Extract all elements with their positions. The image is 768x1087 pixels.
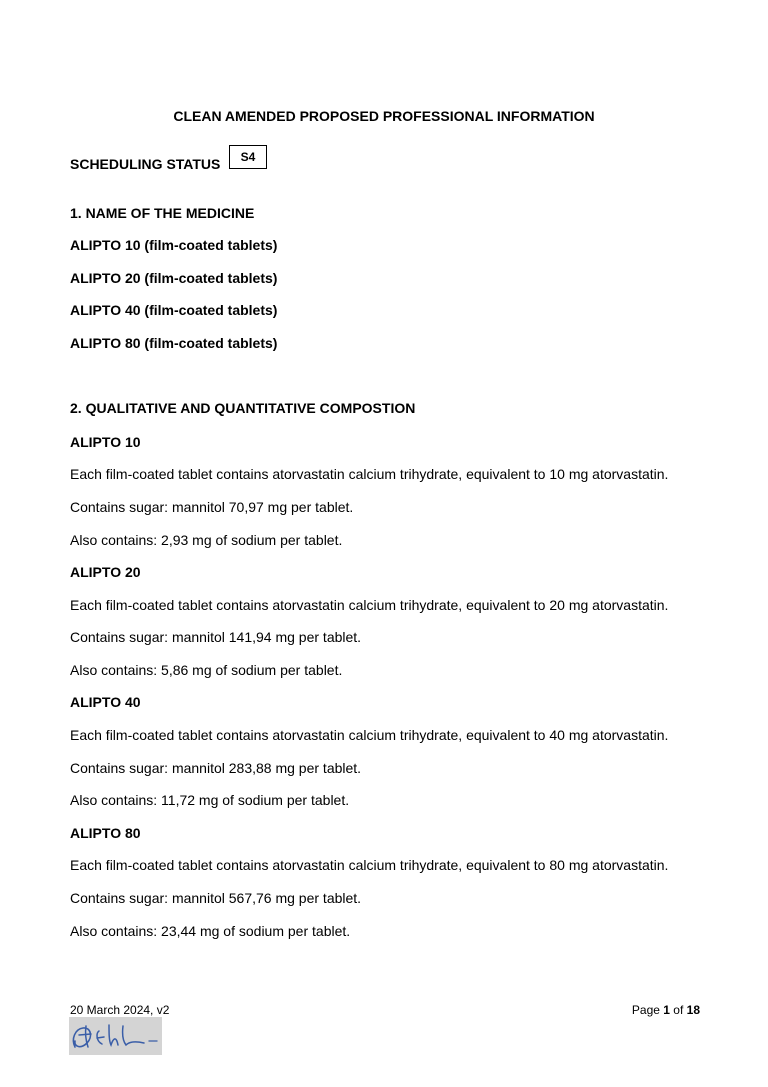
medicine-name-item: ALIPTO 80 (film-coated tablets) [70,335,278,351]
product-heading: ALIPTO 20 [70,564,141,580]
page-mid: of [669,1003,687,1017]
page-total: 18 [686,1003,700,1017]
footer-date-version: 20 March 2024, v2 [70,1003,170,1017]
scheduling-status-label: SCHEDULING STATUS [70,156,221,172]
sodium-text: Also contains: 11,72 mg of sodium per tablet. [70,792,350,808]
page-prefix: Page [631,1003,664,1017]
medicine-name-item: ALIPTO 20 (film-coated tablets) [70,270,278,286]
medicine-name-item: ALIPTO 10 (film-coated tablets) [70,237,278,253]
composition-text: Each film-coated tablet contains atorvastatin calcium trihydrate, equivalent to 80 mg atorvastatin. [70,857,669,873]
signature-scribble [69,1017,162,1055]
section-1-heading: 1. NAME OF THE MEDICINE [70,205,255,221]
sodium-text: Also contains: 23,44 mg of sodium per tablet. [70,923,351,939]
footer-page-number [632,1003,700,1017]
product-heading: ALIPTO 80 [70,825,141,841]
product-heading: ALIPTO 40 [70,694,141,710]
page-current: 1 [663,1003,670,1017]
composition-text: Each film-coated tablet contains atorvastatin calcium trihydrate, equivalent to 20 mg atorvastatin. [70,597,669,613]
composition-text: Each film-coated tablet contains atorvastatin calcium trihydrate, equivalent to 40 mg atorvastatin. [70,727,669,743]
signature-image [69,1017,162,1055]
sodium-text: Also contains: 5,86 mg of sodium per tablet. [70,662,343,678]
composition-text: Each film-coated tablet contains atorvastatin calcium trihydrate, equivalent to 10 mg atorvastatin. [70,466,669,482]
sugar-text: Contains sugar: mannitol 567,76 mg per tablet. [70,890,362,906]
scheduling-status-badge: S4 [229,145,267,169]
section-2-heading: 2. QUALITATIVE AND QUANTITATIVE COMPOSTION [70,400,416,416]
sodium-text: Also contains: 2,93 mg of sodium per tablet. [70,532,343,548]
sugar-text: Contains sugar: mannitol 70,97 mg per tablet. [70,499,354,515]
medicine-name-item: ALIPTO 40 (film-coated tablets) [70,302,278,318]
sugar-text: Contains sugar: mannitol 141,94 mg per tablet. [70,629,362,645]
product-heading: ALIPTO 10 [70,434,141,450]
document-title: CLEAN AMENDED PROPOSED PROFESSIONAL INFORMATION [173,108,595,124]
sugar-text: Contains sugar: mannitol 283,88 mg per tablet. [70,760,362,776]
